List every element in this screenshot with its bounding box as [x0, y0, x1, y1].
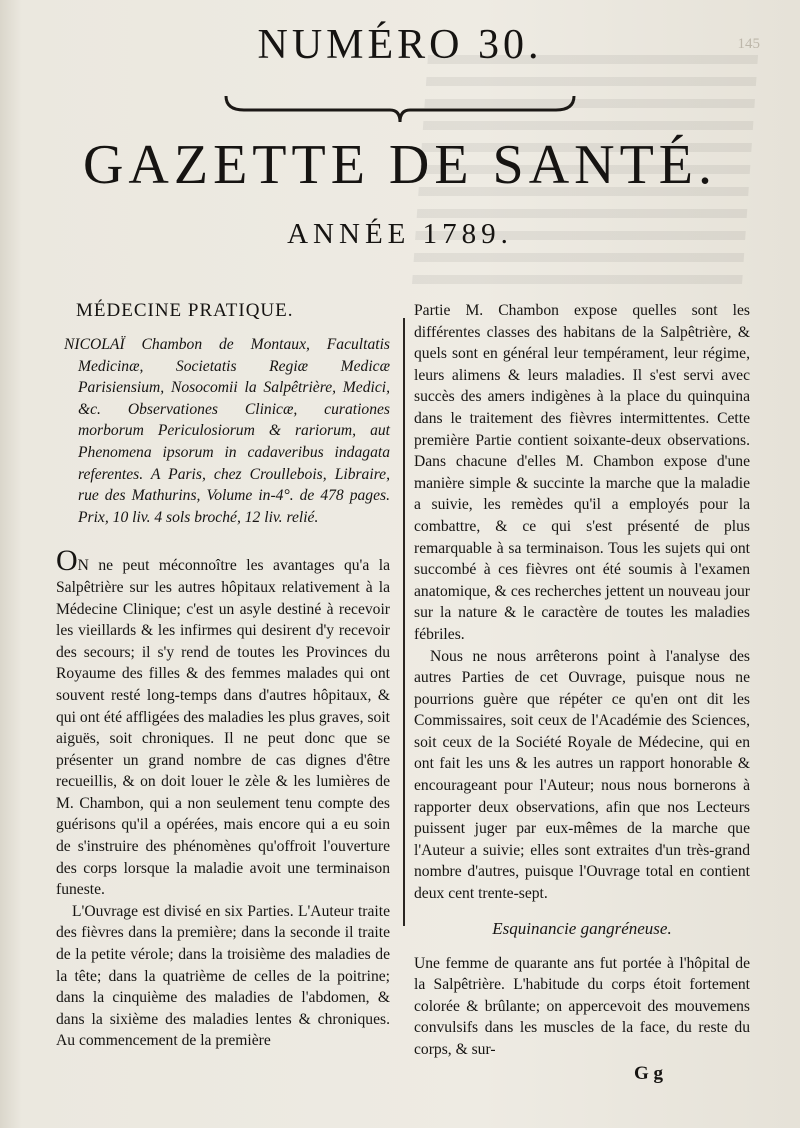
column-divider	[403, 318, 405, 926]
paragraph: Nous ne nous arrêterons point à l'analyse des autres Parties de cet Ouvrage, puisque nous ne pourrions guère que répéter ce qu'en ont dit les Commissaires, soit ceux de l'Académie des Sciences, soit ceux de la Société Royale de Médecine, qui en ont fait les uns & les autres un rapport honorable & encourageant pour l'Auteur; nous nous bornerons à rapporter deux observations, afin que nos Lecteurs puissent juger par eux-mêmes de la marche que l'Auteur a suivie; elles sont extraites d'un très-grand nombre d'autres, puisque l'Ouvrage total en contient deux cent trente-sept.	[414, 647, 750, 903]
section-title: MÉDECINE PRATIQUE.	[76, 300, 294, 321]
gazette-title: GAZETTE DE SANTÉ.	[82, 134, 717, 196]
case-heading: Esquinancie gangréneuse.	[492, 918, 672, 938]
year-line: ANNÉE 1789.	[287, 218, 513, 250]
paragraph: ON ne peut méconnoître les avantages qu'a la Salpêtrière sur les autres hôpitaux relativement à la Médecine Clinique; c'est un asyle destiné à recevoir les vieillards & les infirmes qui desirent d'y recevoir des secours; il s'y rend de toutes les Provinces du Royaume des filles & des femmes malades qui ont souvent resté long-temps dans d'autres hôpitaux, & qui ont été affligées des maladies les plus graves, soit aiguës, soit chroniques. Il ne peut donc que se présenter un grand nombre de cas dignes d'être recueillis, & on doit louer le zèle & les lumières de M. Chambon, qui a non seulement tenu compte des guérisons qu'il a opérées, mais encore qui a eu soin de s'instruire des phénomènes qu'offroit l'ouverture des corps lorsque la maladie avoit une terminaison funeste.	[56, 544, 390, 899]
printer-signature: G g	[634, 1063, 664, 1084]
paragraph: L'Ouvrage est divisé en six Parties. L'Auteur traite des fièvres dans la première; dans la seconde il traite de la petite vérole; dans la troisième des maladies de la tête; dans la quatrième de celles de la poitrine; dans la cinquième des maladies de l'abdomen, & dans la sixième des maladies lentes & chroniques. Au commencement de la première	[56, 902, 390, 1050]
ornamental-rule	[220, 88, 580, 128]
left-column	[56, 300, 390, 1052]
page-number: 145	[737, 36, 760, 52]
case-paragraph: Une femme de quarante ans fut portée à l'hôpital de la Salpêtrière. L'habitude du corps étoit fortement colorée & brûlante; on appercevoit des mouvemens convulsifs dans les muscles de la face, du reste du corps, & sur-	[414, 954, 750, 1058]
book-citation: NICOLAÏ Chambon de Montaux, Facultatis Medicinæ, Societatis Regiæ Medicæ Parisiensium, Nosocomii la Salpêtrière, Medici, &c. Observationes Clinicæ, curationes morborum Periculosiorum & rariorum, aut Phenomena ipsorum in cadaveribus indagata referentes. A Paris, chez Croullebois, Libraire, rue des Mathurins, Volume in-4°. de 478 pages. Prix, 10 liv. 4 sols broché, 12 liv. relié.	[64, 336, 390, 526]
paragraph: Partie M. Chambon expose quelles sont les différentes classes des habitans de la Salpêtrière, & quels sont en général leur tempérament, leur régime, leurs alimens & leurs maladies. Il s'est servi avec succès des amers indigènes à la place du quinquina dans le traitement des fièvres intermittentes. Cette première Partie contient soixante-deux observations. Dans chacune d'elles M. Chambon expose d'une manière simple & succinte la marche que la maladie a suivie, les remèdes qu'il a employés pour la combattre, & ce qui s'est présenté de plus remarquable à sa terminaison. Tous les sujets qui ont succombé à ces fièvres ont été soumis à l'examen anatomique, & ces recherches jettent un nouveau jour sur la nature & le caractère de toutes les maladies fébriles.	[414, 302, 750, 643]
right-column	[414, 300, 750, 1061]
issue-number: NUMÉRO 30.	[257, 22, 543, 68]
